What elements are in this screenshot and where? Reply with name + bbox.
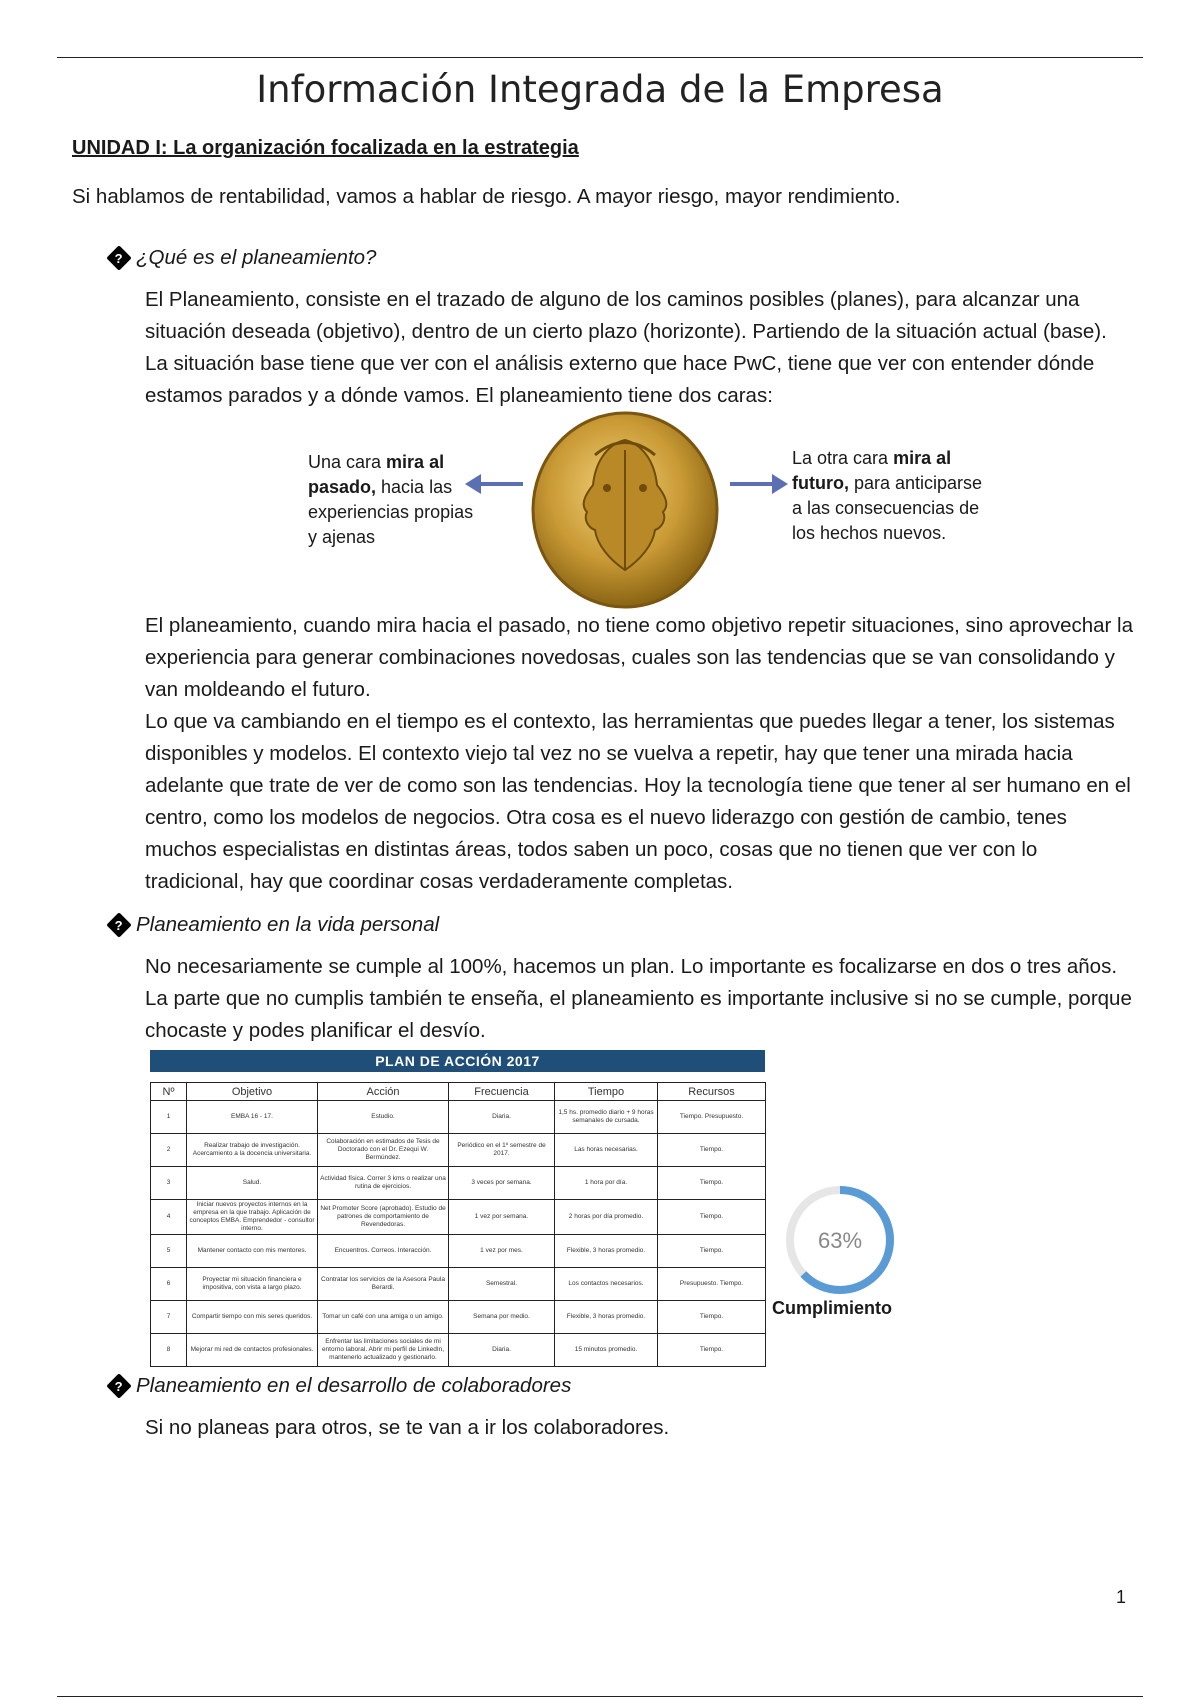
plan-de-accion bbox=[150, 1050, 765, 1367]
table-cell: Realizar trabajo de investigación. Acercamiento a la docencia universitaria. bbox=[187, 1134, 318, 1167]
vida-personal-paragraph: No necesariamente se cumple al 100%, hacemos un plan. Lo importante es focalizarse en dos o tres años. La parte que no cumplis también te enseña, el planeamiento es importante inclusive si no se cumple, porque chocaste y podes planificar el desvío. bbox=[145, 955, 1132, 1042]
table-cell: Diaria. bbox=[449, 1334, 555, 1367]
table-cell: Tiempo. bbox=[658, 1200, 766, 1235]
table-cell: Net Promoter Score (aprobado). Estudio de patrones de comportamiento de Revendedoras. bbox=[318, 1200, 449, 1235]
table-cell: 1 bbox=[151, 1101, 187, 1134]
table-cell: Diaria. bbox=[449, 1101, 555, 1134]
table-row bbox=[151, 1167, 766, 1200]
janus-illustration bbox=[300, 410, 983, 610]
table-cell: 5 bbox=[151, 1235, 187, 1268]
bullet-que-es-planeamiento bbox=[110, 246, 376, 270]
header-cell: Acción bbox=[318, 1083, 449, 1101]
table-row bbox=[151, 1101, 766, 1134]
diamond-bullet-icon: ? bbox=[106, 1373, 131, 1398]
table-cell: Tiempo. bbox=[658, 1167, 766, 1200]
diamond-bullet-icon: ? bbox=[106, 245, 131, 270]
janus-left-caption: Una cara mira al pasado, hacia las experiencias propias y ajenas bbox=[308, 452, 474, 547]
table-cell: 3 bbox=[151, 1167, 187, 1200]
table-cell: Tiempo. Presupuesto. bbox=[658, 1101, 766, 1134]
table-cell: Semestral. bbox=[449, 1268, 555, 1301]
table-cell: Estudio. bbox=[318, 1101, 449, 1134]
table-cell: Presupuesto. Tiempo. bbox=[658, 1268, 766, 1301]
bullet-label: ¿Qué es el planeamiento? bbox=[136, 246, 377, 269]
table-cell: Mantener contacto con mis mentores. bbox=[187, 1235, 318, 1268]
table-cell: 2 bbox=[151, 1134, 187, 1167]
intro-paragraph: Si hablamos de rentabilidad, vamos a hablar de riesgo. A mayor riesgo, mayor rendimiento. bbox=[72, 185, 901, 208]
table-cell: 2 horas por día promedio. bbox=[555, 1200, 658, 1235]
table-cell: Mejorar mi red de contactos profesionales. bbox=[187, 1334, 318, 1367]
table-cell: 3 veces por semana. bbox=[449, 1167, 555, 1200]
bullet-label: Planeamiento en la vida personal bbox=[136, 913, 440, 936]
cumplimiento-gauge bbox=[780, 1180, 900, 1300]
table-cell: Salud. bbox=[187, 1167, 318, 1200]
colaboradores-paragraph: Si no planeas para otros, se te van a ir los colaboradores. bbox=[145, 1416, 670, 1439]
table-cell: Los contactos necesarios. bbox=[555, 1268, 658, 1301]
table-cell: Semana por medio. bbox=[449, 1301, 555, 1334]
table-cell: Compartir tiempo con mis seres queridos. bbox=[187, 1301, 318, 1334]
table-cell: 1 vez por semana. bbox=[449, 1200, 555, 1235]
table-row bbox=[151, 1301, 766, 1334]
table-cell: 6 bbox=[151, 1268, 187, 1301]
table-row bbox=[151, 1200, 766, 1235]
arrow-left-icon bbox=[465, 472, 525, 496]
table-cell: Enfrentar las limitaciones sociales de mi entorno laboral. Abrir mi perfil de LinkedIn, mantenerlo actualizado y gestionarlo. bbox=[318, 1334, 449, 1367]
table-cell: Periódico en el 1º semestre de 2017. bbox=[449, 1134, 555, 1167]
table-cell: Colaboración en estimados de Tesis de Doctorado con el Dr. Ezequi W. Bermúndez. bbox=[318, 1134, 449, 1167]
table-row bbox=[151, 1334, 766, 1367]
table-cell: 4 bbox=[151, 1200, 187, 1235]
table-cell: Flexible, 3 horas promedio. bbox=[555, 1235, 658, 1268]
header-cell: Tiempo bbox=[555, 1083, 658, 1101]
table-cell: Las horas necesarias. bbox=[555, 1134, 658, 1167]
pasado-paragraph: El planeamiento, cuando mira hacia el pasado, no tiene como objetivo repetir situaciones, sino aprovechar la experiencia para generar combinaciones novedosas, cuales son las tendencias que se van consolidando y van moldeando el futuro. bbox=[145, 614, 1134, 701]
document-title: Información Integrada de la Empresa bbox=[256, 68, 944, 111]
table-cell: Actividad física. Correr 3 kms o realizar una rutina de ejercicios. bbox=[318, 1167, 449, 1200]
table-row bbox=[151, 1134, 766, 1167]
diamond-bullet-icon: ? bbox=[106, 912, 131, 937]
plan-header-row bbox=[151, 1083, 766, 1101]
table-cell: 1,5 hs. promedio diario + 9 horas semanales de cursada. bbox=[555, 1101, 658, 1134]
table-cell: 7 bbox=[151, 1301, 187, 1334]
table-cell: Tiempo. bbox=[658, 1134, 766, 1167]
bullet-desarrollo-colaboradores bbox=[110, 1374, 571, 1398]
gauge-caption: Cumplimiento bbox=[772, 1298, 892, 1318]
table-cell: Tomar un café con una amiga o un amigo. bbox=[318, 1301, 449, 1334]
table-cell: Proyectar mi situación financiera e impositiva, con vista a largo plazo. bbox=[187, 1268, 318, 1301]
table-cell: EMBA 16 - 17. bbox=[187, 1101, 318, 1134]
table-cell: Iniciar nuevos proyectos internos en la empresa en la que trabajo. Aplicación de conceptos EMBA. Emprendedor - consultor interno. bbox=[187, 1200, 318, 1235]
bottom-rule bbox=[57, 1696, 1143, 1697]
gauge-value-text: 63% bbox=[817, 1228, 863, 1253]
arrow-right-icon bbox=[728, 472, 788, 496]
header-cell: Recursos bbox=[658, 1083, 766, 1101]
table-cell: 8 bbox=[151, 1334, 187, 1367]
header-cell: Objetivo bbox=[187, 1083, 318, 1101]
bullet-vida-personal bbox=[110, 913, 439, 937]
top-rule bbox=[57, 57, 1143, 58]
table-cell: Tiempo. bbox=[658, 1301, 766, 1334]
table-row bbox=[151, 1268, 766, 1301]
bullet-label: Planeamiento en el desarrollo de colaboradores bbox=[136, 1374, 572, 1397]
janus-coin-image bbox=[525, 410, 725, 610]
header-cell: Frecuencia bbox=[449, 1083, 555, 1101]
table-cell: Encuentros. Correos. Interacción. bbox=[318, 1235, 449, 1268]
plan-table bbox=[150, 1082, 766, 1367]
table-cell: Flexible, 3 horas promedio. bbox=[555, 1301, 658, 1334]
plan-title: PLAN DE ACCIÓN 2017 bbox=[150, 1050, 765, 1072]
table-cell: 15 minutos promedio. bbox=[555, 1334, 658, 1367]
planeamiento-definition-paragraph: El Planeamiento, consiste en el trazado de alguno de los caminos posibles (planes), para alcanzar una situación deseada (objetivo), dentro de un cierto plazo (horizonte). Partiendo de la situación actual (base). La situación base tiene que ver con el análisis externo que hace PwC, tiene que ver con entender dónde estamos parados y a dónde vamos. El planeamiento tiene dos caras: bbox=[145, 288, 1107, 407]
table-cell: 1 vez por mes. bbox=[449, 1235, 555, 1268]
page-number: 1 bbox=[1116, 1587, 1127, 1607]
table-cell: 1 hora por día. bbox=[555, 1167, 658, 1200]
table-cell: Tiempo. bbox=[658, 1235, 766, 1268]
table-cell: Tiempo. bbox=[658, 1334, 766, 1367]
contexto-paragraph: Lo que va cambiando en el tiempo es el contexto, las herramientas que puedes llegar a tener, los sistemas disponibles y modelos. El contexto viejo tal vez no se vuelva a repetir, hay que tener una mirada hacia adelante que trate de ver de como son las tendencias. Hoy la tecnología tiene que tener al ser humano en el centro, como los modelos de negocios. Otra cosa es el nuevo liderazgo con gestión de cambio, tenes muchos especialistas en distintas áreas, todos saben un poco, cosas que no tienen que ver con lo tradicional, hay que coordinar cosas verdaderamente completas. bbox=[145, 710, 1131, 893]
janus-right-caption: La otra cara mira al futuro, para anticiparse a las consecuencias de los hechos nuevos. bbox=[792, 448, 983, 543]
unit-heading: UNIDAD I: La organización focalizada en la estrategia bbox=[72, 137, 579, 159]
table-row bbox=[151, 1235, 766, 1268]
header-cell: Nº bbox=[151, 1083, 187, 1101]
table-cell: Contratar los servicios de la Asesora Paula Berardi. bbox=[318, 1268, 449, 1301]
